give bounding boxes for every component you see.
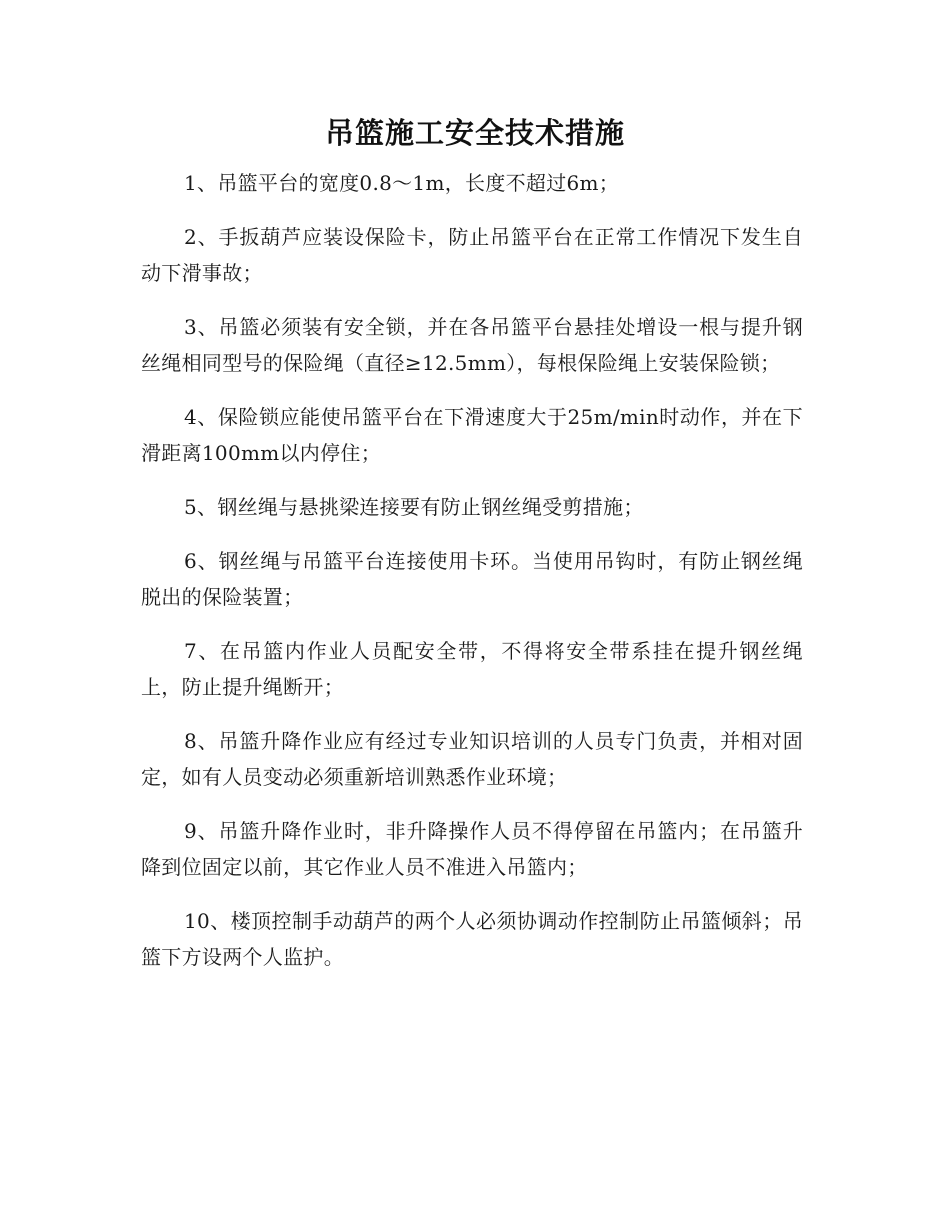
- paragraph-9: 9、吊篮升降作业时，非升降操作人员不得停留在吊篮内；在吊篮升降到位固定以前，其它作业人员不准进入吊篮内；: [141, 819, 803, 879]
- paragraph-5: 5、钢丝绳与悬挑梁连接要有防止钢丝绳受剪措施；: [184, 495, 644, 519]
- paragraph-4: 4、保险锁应能使吊篮平台在下滑速度大于25m/min时动作，并在下滑距离100mm以内停住；: [141, 405, 803, 465]
- paragraph-6: 6、钢丝绳与吊篮平台连接使用卡环。当使用吊钩时，有防止钢丝绳脱出的保险装置；: [141, 549, 803, 609]
- paragraph-2: 2、手扳葫芦应装设保险卡，防止吊篮平台在正常工作情况下发生自动下滑事故；: [141, 225, 803, 285]
- paragraph-8: 8、吊篮升降作业应有经过专业知识培训的人员专门负责，并相对固定，如有人员变动必须重新培训熟悉作业环境；: [141, 729, 803, 789]
- paragraph-3: 3、吊篮必须装有安全锁，并在各吊篮平台悬挂处增设一根与提升钢丝绳相同型号的保险绳（直径≥12.5mm），每根保险绳上安装保险锁；: [141, 315, 803, 375]
- document-body: [141, 165, 803, 993]
- paragraph-7: 7、在吊篮内作业人员配安全带，不得将安全带系挂在提升钢丝绳上，防止提升绳断开；: [141, 639, 803, 699]
- document-title: 吊篮施工安全技术措施: [324, 116, 625, 150]
- paragraph-1: 1、吊篮平台的宽度0.8～1m，长度不超过6m；: [184, 171, 620, 195]
- paragraph-10: 10、楼顶控制手动葫芦的两个人必须协调动作控制防止吊篮倾斜；吊篮下方设两个人监护。: [141, 909, 803, 969]
